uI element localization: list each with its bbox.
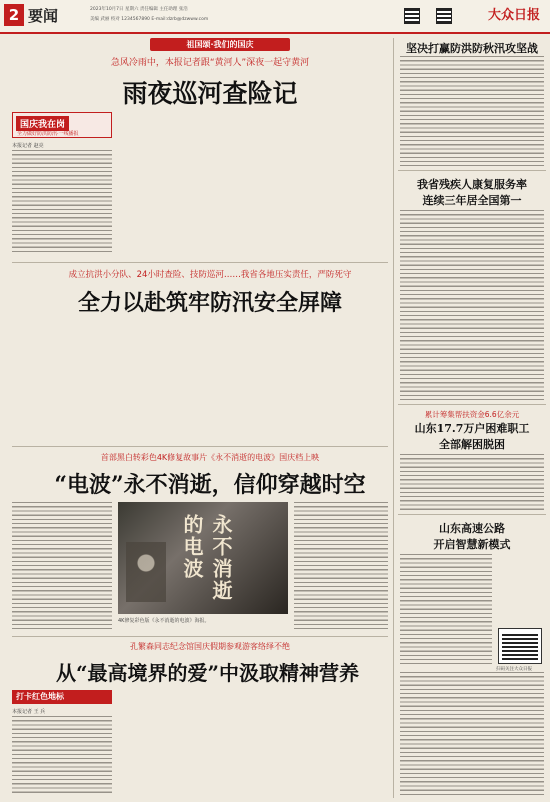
article3-body <box>294 502 388 630</box>
poster-title: 永不消逝的电波 <box>180 514 233 602</box>
right-article1-title: 坚决打赢防洪防秋汛攻坚战 <box>406 42 538 55</box>
column-badge <box>12 112 112 138</box>
article1-body <box>118 110 388 252</box>
article3-kicker: 首部黑白转彩色4K修复故事片《永不消逝的电波》国庆档上映 <box>100 453 320 462</box>
article3-title: “电波”永不消逝，信仰穿越时空 <box>54 472 366 498</box>
header-meta-2: 美编 武丽 校对 1234567890 E-mail:dzrb@dzwww.com <box>90 17 209 22</box>
right-article2-body <box>400 210 544 400</box>
section-banner: 祖国颂·我们的国庆 <box>150 38 290 51</box>
right-article4-title-1: 山东高速公路 <box>439 522 505 535</box>
right-article3-title-2: 全部解困脱困 <box>439 438 505 451</box>
right-article4-body <box>400 672 544 796</box>
column-divider <box>393 38 394 798</box>
divider <box>12 636 388 637</box>
article3-body <box>12 502 112 630</box>
qr-pattern-icon <box>502 632 538 660</box>
article2-body <box>12 322 388 440</box>
divider <box>12 262 388 263</box>
right-article3-body <box>400 454 544 510</box>
right-article1-body <box>400 56 544 166</box>
page-header <box>0 0 550 34</box>
qr-code-icon[interactable] <box>436 8 452 24</box>
divider <box>398 170 546 171</box>
article4-body <box>118 690 388 796</box>
article4-byline: 本报记者 王 兵 <box>12 709 46 715</box>
right-article4-title-2: 开启智慧新模式 <box>433 538 511 551</box>
article1-kicker: 急风冷雨中，本报记者跟“黄河人”深夜一起守黄河 <box>110 58 310 68</box>
article2-title: 全力以赴筑牢防汛安全屏障 <box>77 290 342 316</box>
article2-kicker: 成立抗洪小分队、24小时查险、技防巡河……我省各地压实责任，严防死守 <box>68 270 352 280</box>
page-number: 2 <box>4 4 24 26</box>
badge-subtitle: 全力做好防洪防汛·一线播报 <box>17 131 79 137</box>
header-meta-1: 2023年10月7日 星期六 责任编辑 主任助理 张浩 <box>90 7 188 12</box>
article1-body <box>12 150 112 252</box>
divider <box>398 404 546 405</box>
qr-caption: 扫码关注大众日报 <box>496 667 532 672</box>
badge-title: 国庆我在岗 <box>16 116 69 131</box>
article4-kicker: 孔繁森同志纪念馆国庆假期参观游客络绎不绝 <box>130 642 290 651</box>
article1-byline: 本报记者 赵亮 <box>12 143 44 149</box>
paper-logo: 大众日报 <box>487 8 540 23</box>
film-poster-image <box>118 502 288 614</box>
right-article4-body <box>400 554 492 664</box>
qr-code-icon[interactable] <box>498 628 542 664</box>
article1-title: 雨夜巡河查险记 <box>122 79 298 108</box>
landmark-badge: 打卡红色地标 <box>12 690 112 704</box>
right-article2-title-1: 我省残疾人康复服务率 <box>417 178 527 191</box>
article4-title: 从“最高境界的爱”中汲取精神营养 <box>55 661 359 685</box>
divider <box>12 446 388 447</box>
article4-body <box>12 716 112 796</box>
qr-code-icon[interactable] <box>404 8 420 24</box>
poster-figure <box>126 542 166 602</box>
divider <box>398 514 546 515</box>
right-article3-title-1: 山东17.7万户困难职工 <box>414 422 530 435</box>
photo-caption: 4K修复彩色版《永不消逝的电波》海报。 <box>118 618 210 624</box>
right-article2-title-2: 连续三年居全国第一 <box>422 194 522 207</box>
section-title: 要闻 <box>28 7 59 25</box>
right-article3-kicker: 累计筹集帮扶资金6.6亿余元 <box>424 410 520 419</box>
